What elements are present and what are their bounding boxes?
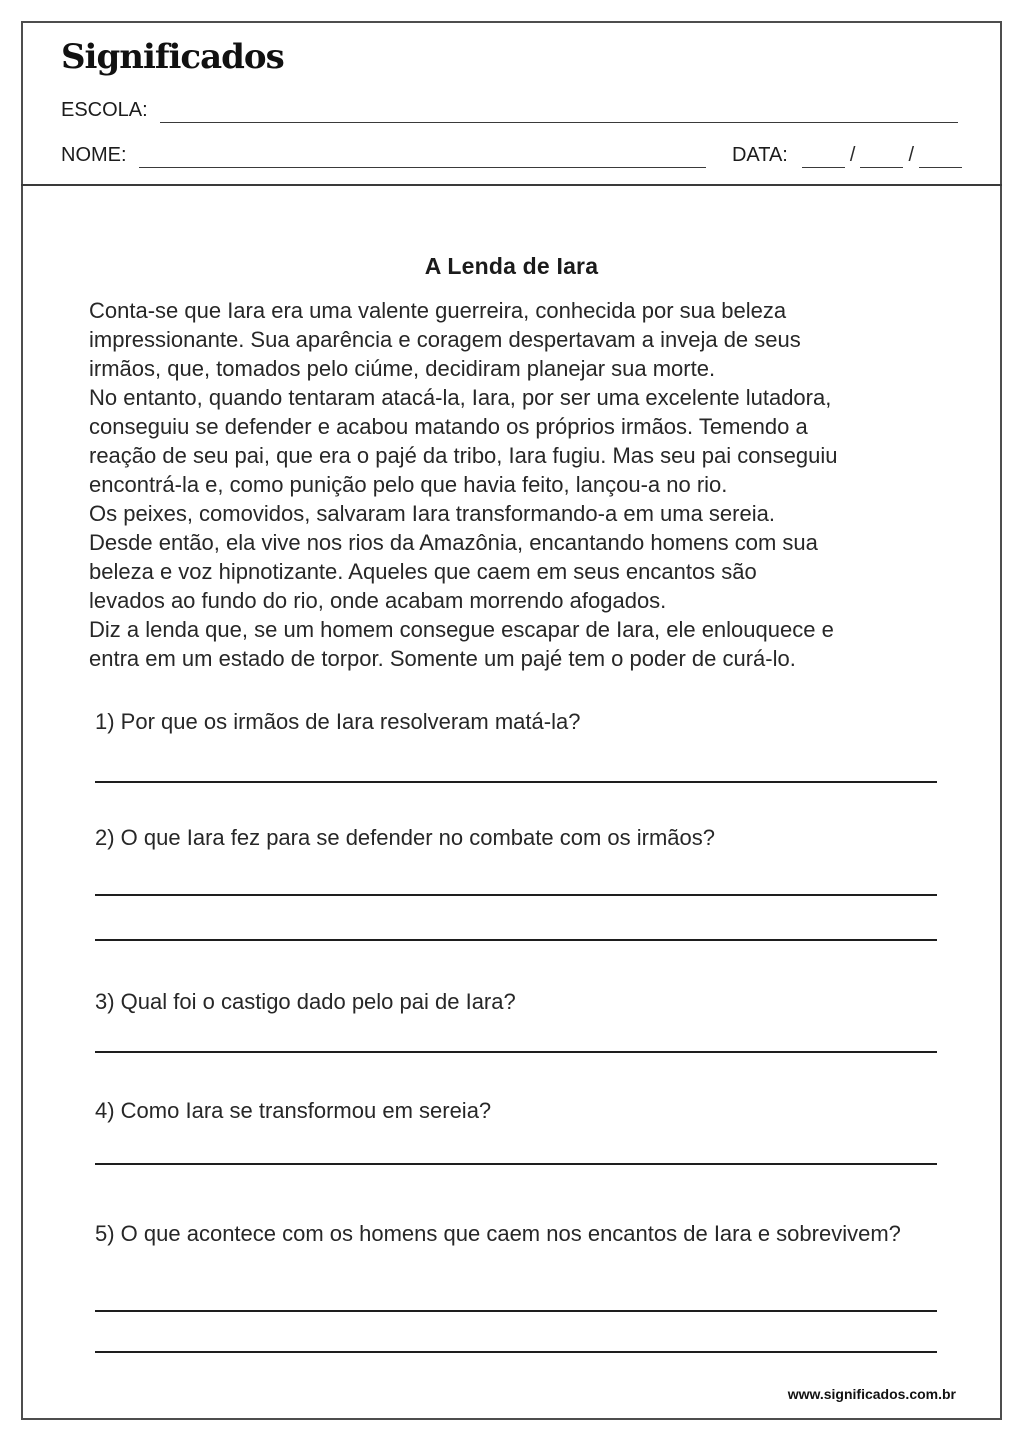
passage-line: Conta-se que Iara era uma valente guerreira, conhecida por sua beleza [89,298,787,323]
question-5-answer-line [95,1310,937,1312]
passage-line: encontrá-la e, como punição pelo que havia feito, lançou-a no rio. [89,472,728,497]
question-3-text: 3) Qual foi o castigo dado pelo pai de Iara? [95,989,516,1014]
school-blank-line [160,97,958,123]
question-4-text: 4) Como Iara se transformou em sereia? [95,1098,492,1123]
question-3-answer-line [95,1051,937,1053]
passage-line: impressionante. Sua aparência e coragem despertavam a inveja de seus [89,327,801,352]
date-day-blank-line [802,167,845,168]
worksheet-title: A Lenda de Iara [424,253,599,279]
passage-line: beleza e voz hipnotizante. Aqueles que caem em seus encantos são [89,559,757,584]
question-5-answer-line [95,1351,937,1353]
school-label: ESCOLA: [61,99,148,121]
question-2-answer-line [95,939,937,941]
passage-line: Diz a lenda que, se um homem consegue escapar de Iara, ele enlouquece e [89,617,834,642]
passage-line: Desde então, ela vive nos rios da Amazônia, encantando homens com sua [89,530,818,555]
passage-line: conseguiu se defender e acabou matando os próprios irmãos. Temendo a [89,414,808,439]
question-2-answer-line [95,894,937,896]
question-4-answer-line [95,1163,937,1165]
passage-line: reação de seu pai, que era o pajé da tribo, Iara fugiu. Mas seu pai conseguiu [89,443,838,468]
date-slash: / [849,144,856,166]
date-year-blank-line [919,167,962,168]
footer-website: www.significados.com.br [787,1386,956,1402]
date-month-blank-line [860,167,903,168]
question-5-text: 5) O que acontece com os homens que caem nos encantos de Iara e sobrevivem? [95,1221,901,1246]
question-2-text: 2) O que Iara fez para se defender no combate com os irmãos? [95,825,715,850]
passage-line: No entanto, quando tentaram atacá-la, Iara, por ser uma excelente lutadora, [89,385,832,410]
passage-line: levados ao fundo do rio, onde acabam morrendo afogados. [89,588,667,613]
date-slash: / [908,144,914,166]
passage-line: entra em um estado de torpor. Somente um pajé tem o poder de curá-lo. [89,646,796,671]
question-1-answer-line [95,781,937,783]
significados-logo: Significados [61,37,284,77]
date-blanks [802,144,962,168]
name-blank-line [139,142,706,168]
page-frame [21,21,1002,1420]
passage-text [89,296,969,673]
school-field-row [61,97,958,123]
header-divider-line [21,184,1002,186]
date-label: DATA: [731,144,788,166]
question-1-text: 1) Por que os irmãos de Iara resolveram matá-la? [95,709,581,734]
passage-line: Os peixes, comovidos, salvaram Iara transformando-a em uma sereia. [89,501,775,526]
name-date-field-row [61,142,962,168]
name-label: NOME: [61,144,127,166]
passage-line: irmãos, que, tomados pelo ciúme, decidiram planejar sua morte. [89,356,716,381]
